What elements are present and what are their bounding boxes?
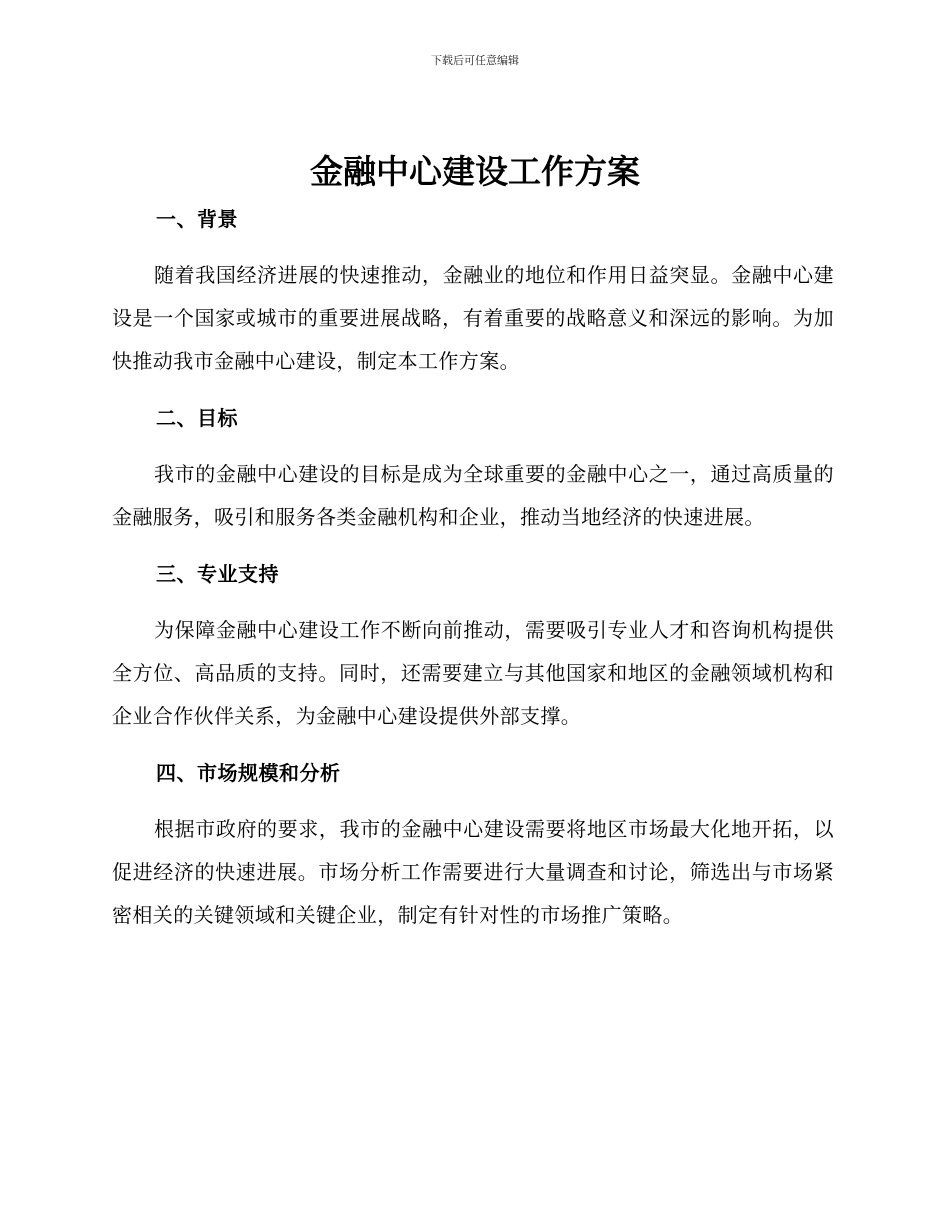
section-paragraph: 我市的金融中心建设的目标是成为全球重要的金融中心之一，通过高质量的金融服务，吸引和服务各类金融机构和企业，推动当地经济的快速进展。 — [112, 462, 834, 529]
section-heading: 三、专业支持 — [156, 562, 279, 586]
section-paragraph: 根据市政府的要求，我市的金融中心建设需要将地区市场最大化地开拓，以促进经济的快速进展。市场分析工作需要进行大量调查和讨论，筛选出与市场紧密相关的关键领域和关键企业，制定有针对性的市场推广策略。 — [112, 817, 834, 927]
section-heading: 二、目标 — [156, 406, 238, 430]
document-body — [112, 202, 834, 937]
section-heading: 一、背景 — [156, 207, 238, 231]
section-professional-support — [112, 557, 834, 738]
section-paragraph: 为保障金融中心建设工作不断向前推动，需要吸引专业人才和咨询机构提供全方位、高品质的支持。同时，还需要建立与其他国家和地区的金融领域机构和企业合作伙伴关系，为金融中心建设提供外部支撑。 — [112, 618, 834, 728]
document-title: 金融中心建设工作方案 — [310, 152, 640, 191]
section-paragraph: 随着我国经济进展的快速推动，金融业的地位和作用日益突显。金融中心建设是一个国家或城市的重要进展战略，有着重要的战略意义和深远的影响。为加快推动我市金融中心建设，制定本工作方案。 — [112, 263, 834, 373]
header-note: 下载后可任意编辑 — [431, 54, 519, 67]
section-background — [112, 202, 834, 383]
section-goal — [112, 401, 834, 539]
section-heading: 四、市场规模和分析 — [156, 761, 341, 785]
section-market-analysis — [112, 756, 834, 937]
